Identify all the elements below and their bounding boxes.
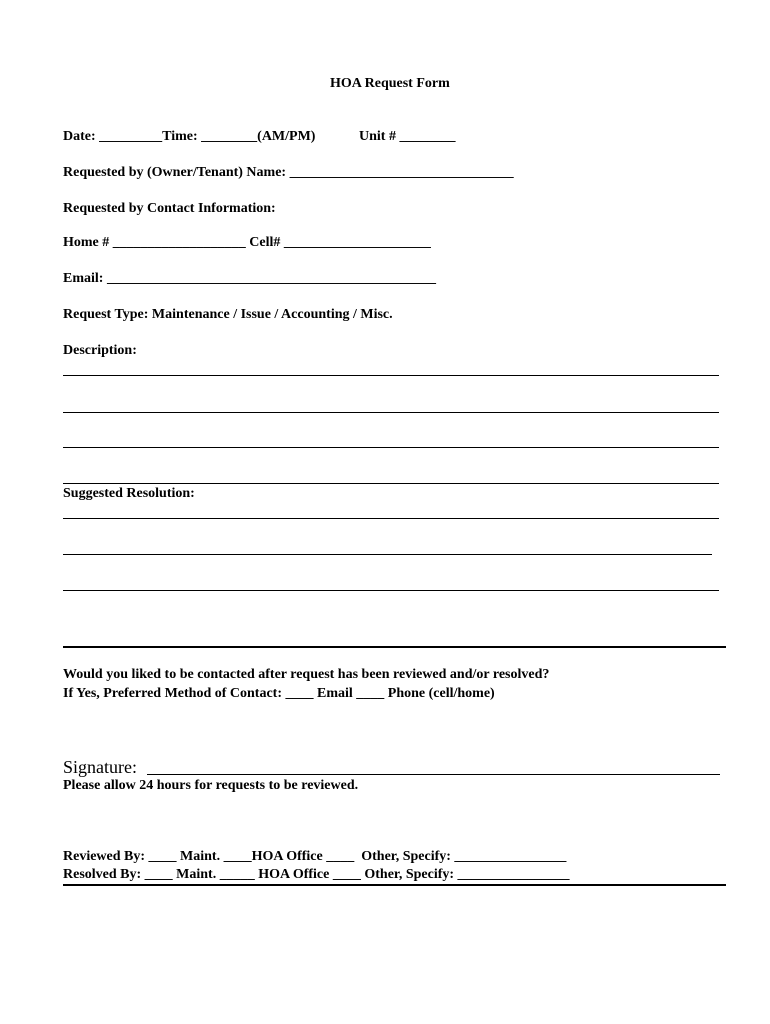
contact-info-label: Requested by Contact Information: <box>63 201 276 216</box>
description-line[interactable] <box>63 375 719 376</box>
requested-by-name-field[interactable]: Requested by (Owner/Tenant) Name: ________________________________ <box>63 165 514 180</box>
description-label: Description: <box>63 343 137 358</box>
description-line[interactable] <box>63 483 719 484</box>
resolution-line[interactable] <box>63 518 719 519</box>
resolution-line[interactable] <box>63 590 719 591</box>
reviewed-by-field[interactable]: Reviewed By: ____ Maint. ____HOA Office ____ Other, Specify: ________________ <box>63 849 567 864</box>
home-cell-field[interactable]: Home # ___________________ Cell# _____________________ <box>63 235 431 250</box>
request-type-field[interactable]: Request Type: Maintenance / Issue / Accounting / Misc. <box>63 307 393 322</box>
suggested-resolution-label: Suggested Resolution: <box>63 486 195 501</box>
preferred-contact-field[interactable]: If Yes, Preferred Method of Contact: ____ Email ____ Phone (cell/home) <box>63 686 495 701</box>
email-field[interactable]: Email: _______________________________________________ <box>63 271 436 286</box>
review-time-note: Please allow 24 hours for requests to be reviewed. <box>63 778 359 793</box>
resolution-line[interactable] <box>63 554 712 555</box>
section-divider <box>63 646 726 648</box>
signature-line[interactable] <box>147 774 720 775</box>
form-title: HOA Request Form <box>330 76 450 91</box>
description-line[interactable] <box>63 447 719 448</box>
unit-field[interactable]: Unit # ________ <box>359 129 456 144</box>
contact-question: Would you liked to be contacted after request has been reviewed and/or resolved? <box>63 667 550 682</box>
date-time-field[interactable]: Date: _________Time: ________(AM/PM) <box>63 129 316 144</box>
bottom-divider <box>63 884 726 886</box>
resolved-by-field[interactable]: Resolved By: ____ Maint. _____ HOA Office ____ Other, Specify: ________________ <box>63 867 570 882</box>
signature-label: Signature: <box>63 757 137 777</box>
description-line[interactable] <box>63 412 719 413</box>
